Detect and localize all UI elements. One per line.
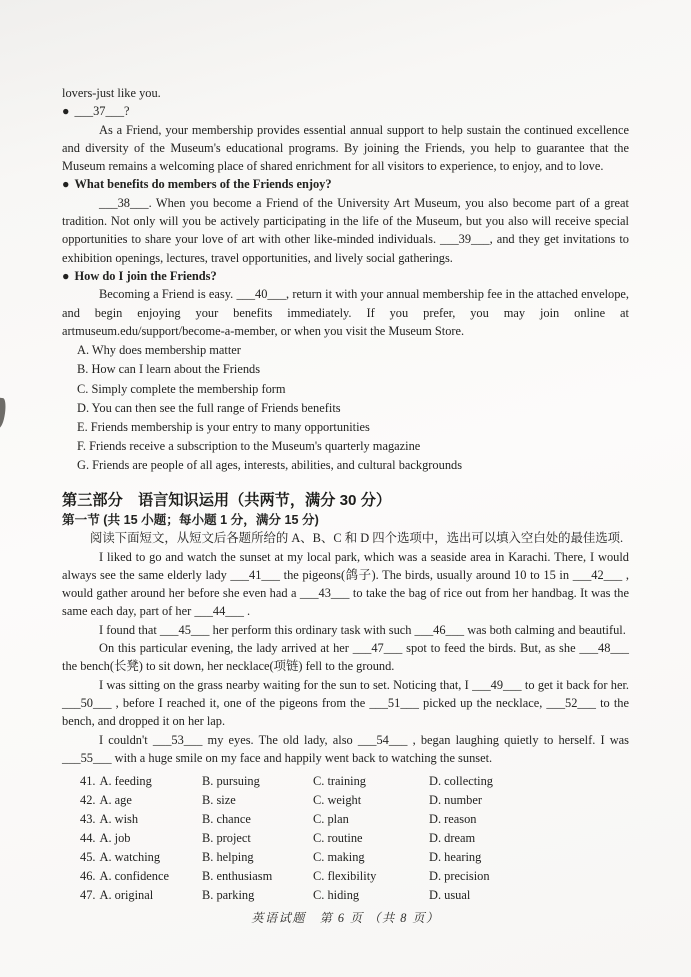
gap-fill-options-list: [62, 341, 629, 475]
option-g: G. Friends are people of all ages, interests, abilities, and cultural backgrounds: [77, 458, 463, 473]
question-row-44: [80, 829, 629, 848]
choice-b: B. parking: [202, 888, 255, 903]
choice-b: B. project: [202, 831, 251, 846]
question-row-45: [80, 848, 629, 867]
choice-a-cell: [80, 810, 202, 829]
page-footer: 英语试题 第 6 页 （共 8 页）: [251, 910, 440, 925]
question-number: 46.: [80, 869, 96, 884]
choice-d: D. number: [429, 793, 482, 808]
choice-c: C. plan: [313, 812, 349, 827]
benefits-paragraph: ___38___. When you become a Friend of the University Art Museum, you also become part of a great tradition. Not only will you be actively participating in the life of the Museum, but you also will receive special opportunities to share your love of art with other like-minded individuals. ___39___, and they get invitations to exhibition openings, lectures, travel opportunities, and lively social gatherings.: [62, 195, 629, 265]
bullet-icon: ●: [62, 268, 70, 283]
option-b: B. How can I learn about the Friends: [77, 362, 261, 377]
choice-d: D. precision: [429, 869, 490, 884]
choice-a-cell: [80, 791, 202, 810]
cloze-choices-table: [80, 772, 629, 905]
cloze-paragraph-5: I couldn't ___53___ my eyes. The old lady, also ___54___ , began laughing quietly to herself. I was ___55___ with a huge smile on my face and happily went back to watching the sunset.: [62, 732, 629, 765]
choice-b: B. enthusiasm: [202, 869, 273, 884]
choice-b: B. size: [202, 793, 236, 808]
choice-b: B. pursuing: [202, 774, 260, 789]
choice-a: A. feeding: [99, 774, 152, 789]
choice-a: A. wish: [99, 812, 139, 827]
question-number: 47.: [80, 888, 96, 903]
section-one-subtitle: 第一节 (共 15 小题；每小题 1 分，满分 15 分): [62, 512, 319, 527]
choice-d: D. dream: [429, 831, 476, 846]
benefits-heading-text: What benefits do members of the Friends enjoy?: [74, 177, 332, 192]
question-row-43: [80, 810, 629, 829]
join-heading: [62, 267, 629, 285]
choice-c: C. hiding: [313, 888, 360, 903]
part-three-title: 第三部分 语言知识运用（共两节，满分 30 分）: [62, 491, 392, 509]
question-row-47: [80, 886, 629, 905]
cloze-paragraph-1: I liked to go and watch the sunset at my local park, which was a seaside area in Karachi. There, I would always see the same elderly lady ___41___ the pigeons(鸽子). The birds, usually around 10 to 15 in ___42___ , would gather around her before she even had a ___43___ to take the bag of rice out from her handbag. It was the same each day, part of her ___44___ .: [62, 549, 629, 619]
question-number: 43.: [80, 812, 96, 827]
question-row-41: [80, 772, 629, 791]
membership-paragraph: As a Friend, your membership provides essential annual support to help sustain the continued excellence and diversity of the Museum's educational programs. By joining the Friends, you help to guarantee that the Museum remains a welcoming place of shared enrichment for all visitors to experience, to enjoy, and to love.: [62, 122, 629, 174]
passage-tail-line: lovers-just like you.: [62, 86, 161, 100]
question-number: 45.: [80, 850, 96, 865]
choice-b: B. helping: [202, 850, 254, 865]
choice-b: B. chance: [202, 812, 251, 827]
join-heading-text: How do I join the Friends?: [74, 268, 217, 283]
bullet-icon: ●: [62, 177, 70, 192]
choice-c: C. making: [313, 850, 365, 865]
question-row-42: [80, 791, 629, 810]
choice-a: A. age: [99, 793, 132, 808]
bullet-icon: ●: [62, 104, 70, 119]
choice-c: C. routine: [313, 831, 363, 846]
choice-a-cell: [80, 886, 202, 905]
choice-d: D. collecting: [429, 774, 493, 789]
cloze-paragraph-2: I found that ___45___ her perform this ordinary task with such ___46___ was both calming and beautiful.: [99, 622, 626, 637]
choice-c: C. weight: [313, 793, 362, 808]
cloze-paragraph-3: On this particular evening, the lady arrived at her ___47___ spot to feed the birds. But, as she ___48___ the bench(长凳) to sit down, her necklace(项链) fell to the ground.: [62, 641, 629, 674]
question-row-46: [80, 867, 629, 886]
choice-a-cell: [80, 848, 202, 867]
option-a: A. Why does membership matter: [77, 343, 241, 358]
choice-a-cell: [80, 772, 202, 791]
join-paragraph: Becoming a Friend is easy. ___40___, return it with your annual membership fee in the attached envelope, and begin enjoying your benefits immediately. If you prefer, you may join online at artmuseum.edu/support/become-a-member, or when you visit the Museum Store.: [62, 287, 629, 338]
option-c: C. Simply complete the membership form: [77, 381, 286, 396]
question-number: 44.: [80, 831, 96, 846]
cloze-paragraph-4: I was sitting on the grass nearby waiting for the sun to set. Noticing that, I ___49___ to get it back for her. ___50___ , before I reached it, one of the pigeons from the ___51___ picked up the necklace, ___52___ to the bench, and dropped it on her lap.: [62, 677, 629, 729]
option-f: F. Friends receive a subscription to the Museum's quarterly magazine: [77, 439, 421, 454]
choice-a-cell: [80, 867, 202, 886]
choice-d: D. hearing: [429, 850, 482, 865]
option-d: D. You can then see the full range of Friends benefits: [77, 400, 341, 415]
choice-c: C. training: [313, 774, 366, 789]
benefits-heading: [62, 175, 629, 193]
cloze-instruction: 阅读下面短文，从短文后各题所给的 A、B、C 和 D 四个选项中，选出可以填入空白处的最佳选项.: [90, 531, 624, 546]
choice-a: A. original: [99, 888, 154, 903]
question-number: 41.: [80, 774, 96, 789]
choice-c: C. flexibility: [313, 869, 377, 884]
choice-a-cell: [80, 829, 202, 848]
choice-a: A. watching: [99, 850, 161, 865]
question-37-heading: [62, 102, 629, 120]
choice-a: A. confidence: [99, 869, 169, 884]
option-e: E. Friends membership is your entry to many opportunities: [77, 419, 370, 434]
question-number: 42.: [80, 793, 96, 808]
choice-d: D. usual: [429, 888, 471, 903]
choice-a: A. job: [99, 831, 131, 846]
question-37-blank: ___37___?: [74, 104, 130, 119]
choice-d: D. reason: [429, 812, 477, 827]
